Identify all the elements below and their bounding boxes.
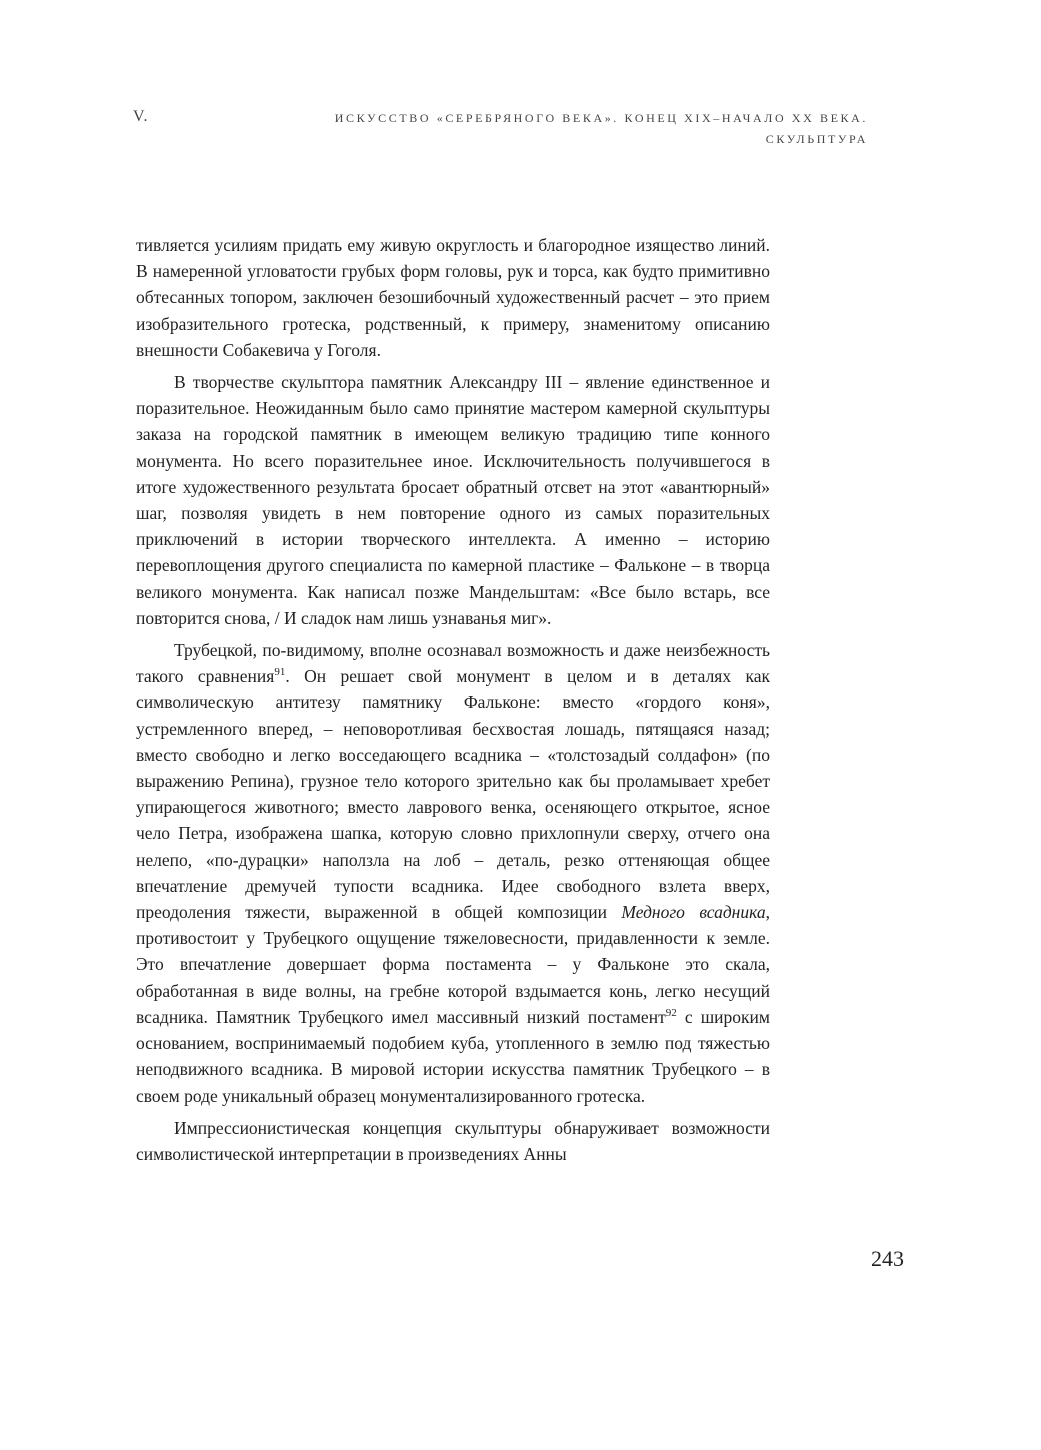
footnote-ref-92[interactable]: 92 <box>665 1007 677 1020</box>
paragraph-2: В творчестве скульптора памятник Александру III – явление единственное и поразительное. Неожиданным было само принятие мастером камерной скульптуры заказа на городской памятник в имеющем великую традицию типе конного монумента. Но всего поразительнее иное. Исключительность получившегося в итоге художественного результата бросает обратный отсвет на этот «авантюрный» шаг, позволяя увидеть в нем повторение одного из самых поразительных приключений в истории творческого интеллекта. А именно – историю перевоплощения другого специалиста по камерной пластике – Фальконе – в творца великого монумента. Как написал позже Мандельштам: «Все было встарь, все повторится снова, / И сладок нам лишь узнаванья миг». <box>136 372 770 628</box>
paragraph-3 <box>136 637 770 1109</box>
chapter-number: V. <box>133 108 149 125</box>
paragraph-4: Импрессионистическая концепция скульптуры обнаруживает возможности символистической интерпретации в произведениях Анны <box>136 1117 770 1164</box>
running-header <box>133 108 868 158</box>
paragraph-3-part-1: Трубецкой, по-видимому, вполне осознавал возможность и даже неизбежность такого сравнения <box>136 640 770 687</box>
page-number: 243 <box>871 1246 904 1271</box>
paragraph-3-part-4: с широким основанием, воспринимаемый подобием куба, утопленного в землю под тяжестью неподвижного всадника. В мировой истории искусства памятник Трубецкого – в своем роде уникальный образец монументализированного гротеска. <box>136 1006 770 1106</box>
footnote-ref-91[interactable]: 91 <box>274 666 286 679</box>
paragraph-1: тивляется усилиям придать ему живую округлость и благородное изящество линий. В намеренной угловатости грубых форм головы, рук и торса, как будто примитивно обтесанных топором, заключен безошибочный художественный расчет – это прием изобразительного гротеска, родственный, к примеру, знаменитому описанию внешности Собакевича у Гоголя. <box>136 235 770 360</box>
artwork-title-italic: Медного всадника <box>621 902 766 923</box>
running-title: ИСКУССТВО «СЕРЕБРЯНОГО ВЕКА». КОНЕЦ XIX–НАЧАЛО XX ВЕКА. СКУЛЬПТУРА <box>334 111 868 146</box>
paragraph-3-part-3: , противостоит у Трубецкого ощущение тяжеловесности, придавленности к земле. Это впечатление довершает форма постамента – у Фальконе это скала, обработанная в виде волны, на гребне которой вздымается конь, легко несущий всадника. Памятник Трубецкого имел массивный низкий постамент <box>136 902 770 1027</box>
body-text <box>136 232 770 1167</box>
paragraph-3-part-2: . Он решает свой монумент в целом и в деталях как символическую антитезу памятнику Фальконе: вместо «гордого коня», устремленного вперед, – неповоротливая бесхвостая лошадь, пятящаяся назад; вместо свободно и легко восседающего всадника – «толстозадый солдафон» (по выражению Репина), грузное тело которого зрительно как бы проламывает хребет упирающегося животного; вместо лаврового венка, осеняющего открытое, ясное чело Петра, изображена шапка, которую словно прихлопнули сверху, отчего она нелепо, «по-дурацки» наползла на лоб – деталь, резко оттеняющая общее впечатление дремучей тупости всадника. Идее свободного взлета вверх, преодоления тяжести, выраженной в общей композиции <box>136 666 770 923</box>
